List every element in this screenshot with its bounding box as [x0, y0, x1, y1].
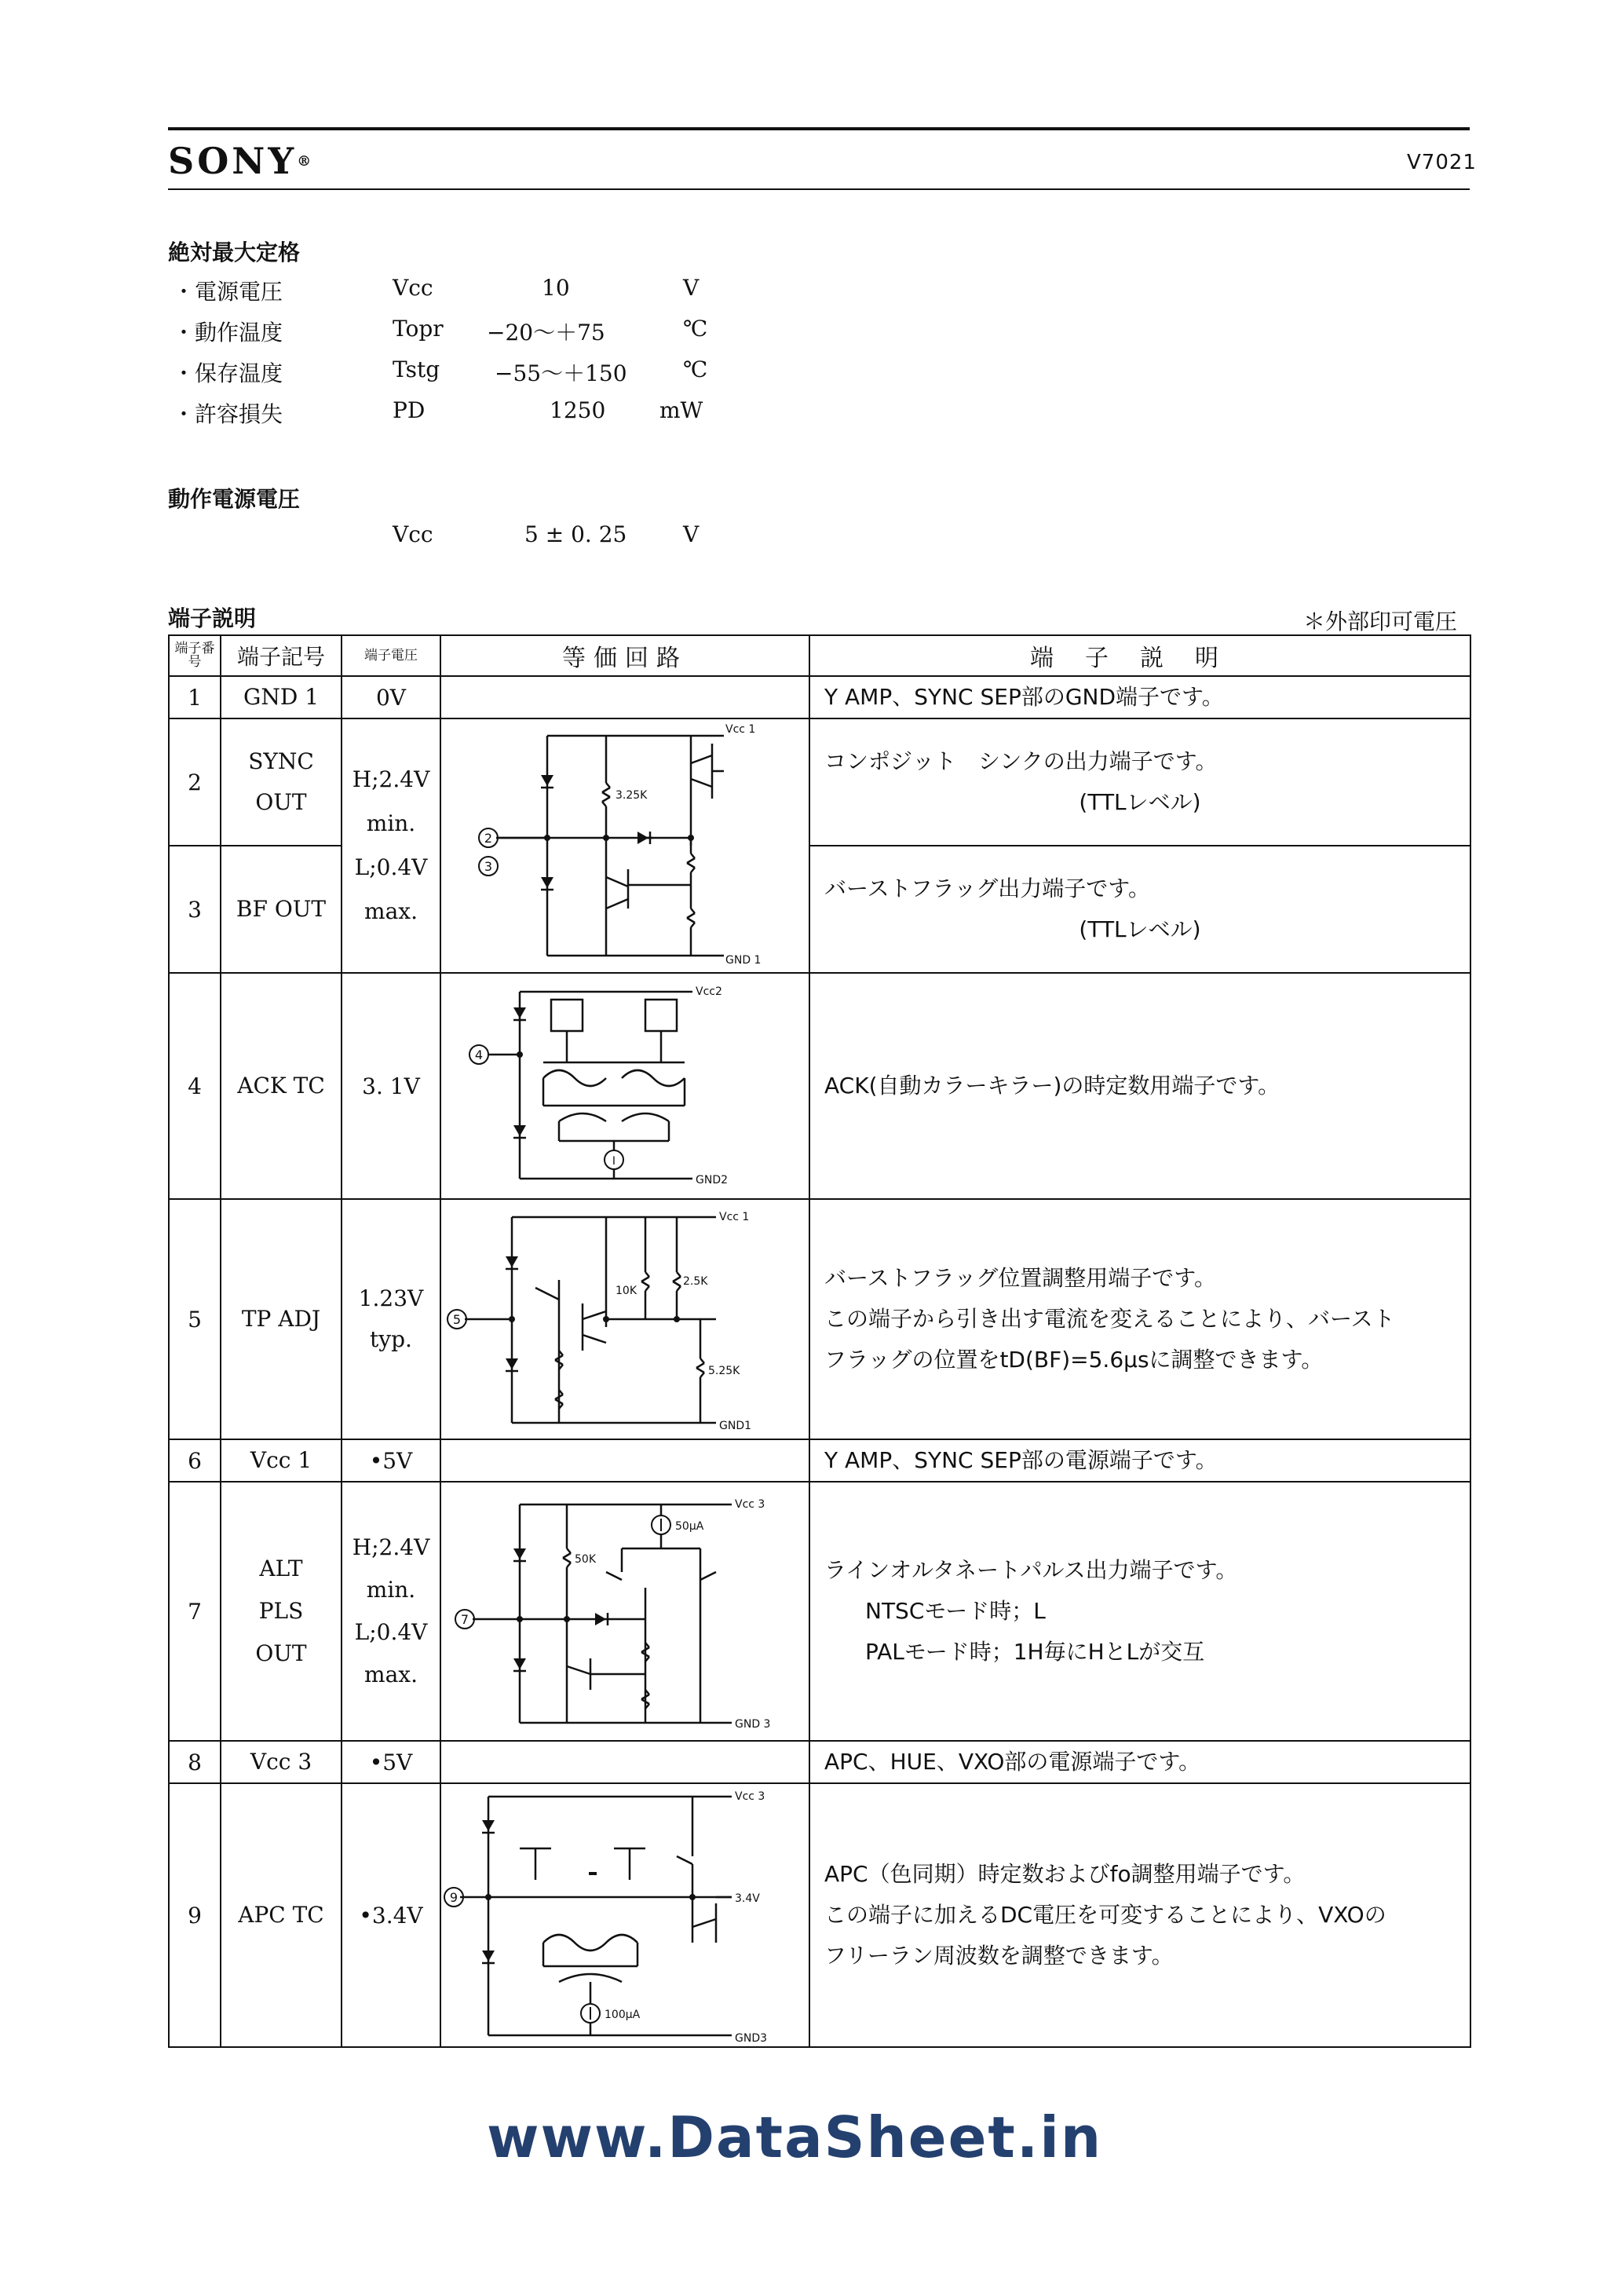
pin-voltage: •5V	[342, 1741, 440, 1783]
circuit-resistor-label: 3.25K	[616, 789, 648, 802]
equivalent-circuit-diagram	[441, 1786, 807, 2045]
header-voltage: 端子電圧	[342, 635, 440, 676]
pin-desc: ACK(自動カラーキラー)の時定数用端子です。	[809, 973, 1470, 1199]
pin-no: 5	[169, 1199, 221, 1439]
circuit-gnd-label: GND 1	[725, 954, 762, 967]
table-row	[169, 1783, 1470, 2047]
abs-max-unit: ℃	[683, 316, 708, 342]
circuit-voltage-label: 3.4V	[735, 1892, 760, 1905]
voltage-line: L;0.4V	[354, 854, 428, 880]
circuit-empty	[440, 1741, 809, 1783]
desc-line: ラインオルタネートパルス出力端子です。	[824, 1557, 1238, 1583]
pin-symbol: ACK TC	[221, 973, 342, 1199]
pin-symbol: APC TC	[221, 1783, 342, 2047]
circuit-source-label: 50μA	[675, 1520, 704, 1533]
equivalent-circuit-diagram	[441, 720, 807, 971]
desc-line: (TTLレベル)	[1079, 916, 1201, 942]
voltage-line: min.	[366, 1577, 416, 1603]
desc-line: APC（色同期）時定数およびfo調整用端子です。	[824, 1861, 1306, 1887]
pin-desc	[809, 1783, 1470, 2047]
voltage-line: L;0.4V	[354, 1619, 428, 1645]
voltage-line: min.	[366, 810, 416, 836]
abs-max-label: ・保存温度	[173, 360, 283, 386]
table-row	[169, 973, 1470, 1199]
terminal-note: ＊外部印可電圧	[1303, 609, 1458, 634]
table-row	[169, 1741, 1470, 1783]
table-row	[169, 718, 1470, 846]
desc-line: PALモード時；1H毎にHとLが交互	[865, 1639, 1205, 1665]
pin-no: 4	[169, 973, 221, 1199]
pin-voltage: 0V	[342, 676, 440, 718]
pin-desc	[809, 1199, 1470, 1439]
abs-max-symbol: Vcc	[393, 275, 433, 301]
header-circuit: 等価回路	[440, 635, 809, 676]
desc-line: バーストフラッグ位置調整用端子です。	[824, 1265, 1216, 1291]
desc-line: バーストフラッグ出力端子です。	[824, 876, 1150, 901]
voltage-line: max.	[364, 1662, 418, 1687]
table-row	[169, 1439, 1470, 1482]
pin-no: 6	[169, 1439, 221, 1482]
pin-voltage: 3. 1V	[342, 973, 440, 1199]
circuit-apc-tc	[440, 1783, 809, 2047]
doc-number: V7021	[1407, 151, 1477, 174]
circuit-sync-bf	[440, 718, 809, 973]
desc-line: この端子に加えるDC電圧を可変することにより、VXOの	[824, 1902, 1386, 1928]
pin-desc: APC、HUE、VXO部の電源端子です。	[809, 1741, 1470, 1783]
equivalent-circuit-diagram	[441, 976, 807, 1196]
abs-max-label: ・許容損失	[173, 401, 283, 427]
table-header-row	[169, 635, 1470, 676]
pin-desc	[809, 718, 1470, 846]
pin-symbol: ALT PLS OUT	[221, 1482, 342, 1741]
abs-max-value: −55〜＋150	[495, 360, 627, 386]
equivalent-circuit-diagram	[441, 1486, 807, 1737]
pin-no: 7	[169, 1482, 221, 1741]
circuit-pin-label: 7	[460, 1612, 469, 1627]
pin-symbol: SYNC OUT	[221, 718, 342, 846]
abs-max-symbol: Tstg	[393, 356, 440, 382]
voltage-line: H;2.4V	[352, 766, 430, 792]
voltage-line: 1.23V	[358, 1285, 424, 1311]
table-row	[169, 676, 1470, 718]
pin-desc	[809, 846, 1470, 973]
circuit-pin-label: 3	[484, 859, 493, 874]
op-voltage-value: 5 ± 0. 25	[524, 521, 627, 547]
circuit-pin-label: 2	[484, 831, 493, 846]
circuit-ack	[440, 973, 809, 1199]
abs-max-unit: V	[683, 275, 700, 301]
pin-desc: Y AMP、SYNC SEP部の電源端子です。	[809, 1439, 1470, 1482]
sony-logo: SONY®	[168, 140, 312, 182]
pin-symbol: BF OUT	[221, 846, 342, 973]
pin-voltage	[342, 1482, 440, 1741]
pin-no: 2	[169, 718, 221, 846]
terminal-table	[168, 634, 1471, 2048]
pin-symbol: Vcc 1	[221, 1439, 342, 1482]
circuit-resistor-label: 10K	[616, 1285, 637, 1297]
op-voltage-title: 動作電源電圧	[168, 486, 301, 512]
table-row	[169, 1482, 1470, 1741]
voltage-line: max.	[364, 898, 418, 924]
circuit-pin-label: 9	[449, 1890, 458, 1905]
circuit-gnd-label: GND 3	[735, 1718, 771, 1731]
circuit-source-label: 100μA	[605, 2009, 641, 2021]
circuit-pin-label: 4	[474, 1047, 484, 1062]
pin-symbol: Vcc 3	[221, 1741, 342, 1783]
abs-max-title: 絶対最大定格	[168, 239, 301, 265]
desc-line: フリーラン周波数を調整できます。	[824, 1943, 1174, 1969]
abs-max-unit: mW	[659, 397, 703, 423]
header-no: 端子番号	[169, 635, 221, 676]
abs-max-value: 10	[542, 275, 570, 301]
circuit-gnd-label: GND2	[696, 1174, 729, 1186]
voltage-line: typ.	[370, 1326, 412, 1352]
circuit-tp-adj	[440, 1199, 809, 1439]
desc-line: この端子から引き出す電流を変えることにより、バースト	[824, 1306, 1395, 1332]
pin-no: 1	[169, 676, 221, 718]
op-voltage-symbol: Vcc	[393, 521, 433, 547]
circuit-vcc-label: Vcc 3	[735, 1790, 765, 1803]
abs-max-value: −20〜＋75	[487, 320, 605, 345]
pin-voltage-shared	[342, 718, 440, 973]
header-desc: 端子説明	[809, 635, 1470, 676]
pin-desc: Y AMP、SYNC SEP部のGND端子です。	[809, 676, 1470, 718]
pin-symbol: TP ADJ	[221, 1199, 342, 1439]
terminal-title: 端子説明	[168, 605, 257, 631]
circuit-source-label: I	[612, 1155, 616, 1168]
pin-voltage: •3.4V	[342, 1783, 440, 2047]
pin-desc	[809, 1482, 1470, 1741]
desc-line: フラッグの位置をtD(BF)=5.6μsに調整できます。	[824, 1347, 1324, 1373]
pin-symbol: GND 1	[221, 676, 342, 718]
abs-max-symbol: PD	[393, 397, 426, 423]
abs-max-value: 1250	[550, 397, 606, 423]
abs-max-label: ・動作温度	[173, 320, 283, 345]
circuit-resistor-label: 50K	[575, 1553, 596, 1566]
circuit-empty	[440, 1439, 809, 1482]
circuit-vcc-label: Vcc 1	[719, 1211, 750, 1223]
circuit-gnd-label: GND3	[735, 2032, 768, 2045]
circuit-vcc-label: Vcc 3	[735, 1498, 765, 1511]
voltage-line: H;2.4V	[352, 1534, 430, 1560]
circuit-gnd-label: GND1	[719, 1420, 752, 1432]
circuit-pin-label: 5	[452, 1312, 462, 1327]
abs-max-label: ・電源電圧	[173, 279, 283, 305]
circuit-resistor-label: 5.25K	[708, 1365, 740, 1377]
circuit-empty	[440, 676, 809, 718]
desc-line: NTSCモード時；L	[865, 1598, 1046, 1624]
circuit-resistor-label: 2.5K	[683, 1275, 708, 1288]
header-bottom-rule	[168, 188, 1470, 190]
header-symbol: 端子記号	[221, 635, 342, 676]
footer-watermark: www.DataSheet.in	[487, 2104, 1103, 2170]
pin-no: 8	[169, 1741, 221, 1783]
equivalent-circuit-diagram	[441, 1201, 807, 1437]
pin-no: 9	[169, 1783, 221, 2047]
abs-max-symbol: Topr	[393, 316, 444, 342]
circuit-vcc-label: Vcc 1	[725, 723, 756, 736]
table-row	[169, 1199, 1470, 1439]
pin-no: 3	[169, 846, 221, 973]
pin-voltage	[342, 1199, 440, 1439]
desc-line: コンポジット シンクの出力端子です。	[824, 748, 1218, 774]
pin-voltage: •5V	[342, 1439, 440, 1482]
circuit-alt-pls	[440, 1482, 809, 1741]
abs-max-unit: ℃	[683, 356, 708, 382]
op-voltage-unit: V	[683, 521, 700, 547]
circuit-vcc-label: Vcc2	[696, 985, 722, 998]
desc-line: (TTLレベル)	[1079, 789, 1201, 815]
header-top-rule	[168, 127, 1470, 130]
